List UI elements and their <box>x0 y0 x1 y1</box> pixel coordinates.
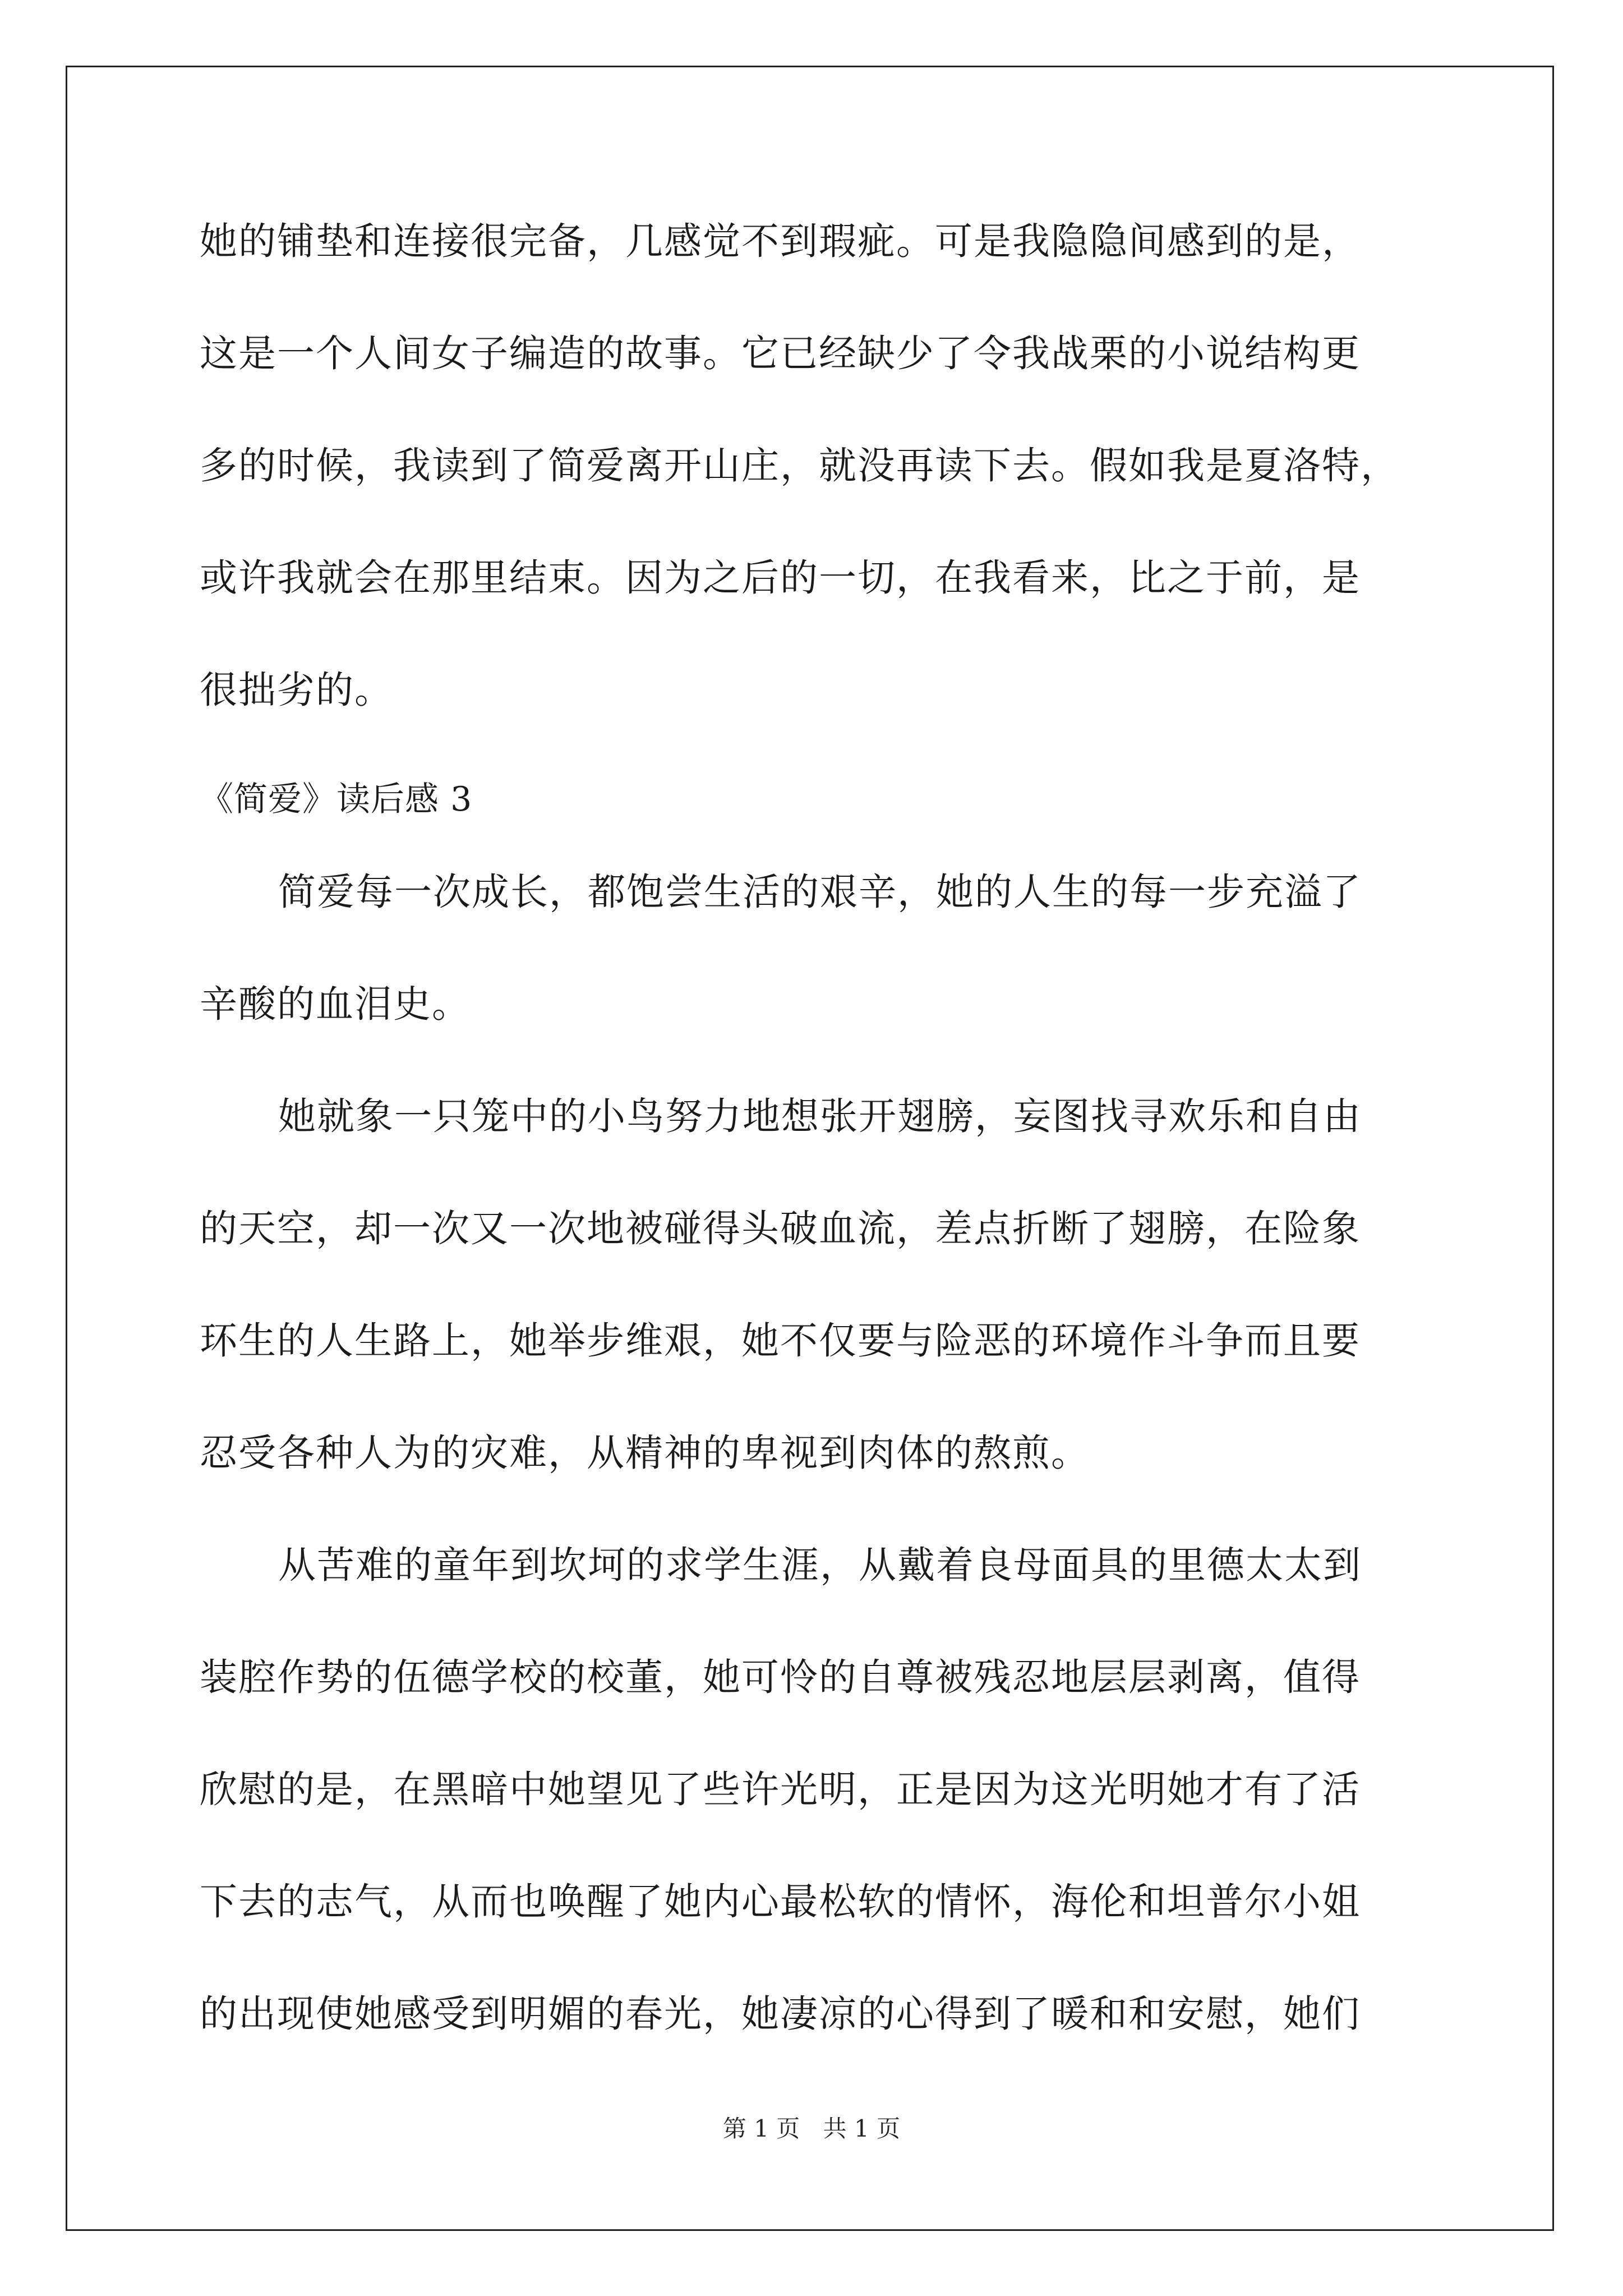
text-line: 的出现使她感受到明媚的春光，她凄凉的心得到了暖和和安慰，她们 <box>200 1992 1361 2036</box>
text-line: 欣慰的是，在黑暗中她望见了些许光明，正是因为这光明她才有了活 <box>200 1768 1361 1811</box>
text-line: 环生的人生路上，她举步维艰，她不仅要与险恶的环境作斗争而且要 <box>200 1319 1361 1363</box>
text-line: 多的时候，我读到了简爱离开山庄，就没再读下去。假如我是夏洛特， <box>200 444 1399 487</box>
text-line: 她的铺垫和连接很完备，几感觉不到瑕疵。可是我隐隐间感到的是， <box>200 219 1361 263</box>
paragraph <box>200 213 1461 718</box>
text-line: 装腔作势的伍德学校的校董，她可怜的自尊被残忍地层层剥离，值得 <box>200 1655 1361 1699</box>
page-total: 共 1 页 <box>823 2115 901 2142</box>
page-number: 第 1 页 <box>722 2115 800 2142</box>
text-line: 或许我就会在那里结束。因为之后的一切，在我看来，比之于前，是 <box>200 556 1361 600</box>
text-line: 的天空，却一次又一次地被碰得头破血流，差点折断了翅膀，在险象 <box>200 1207 1361 1250</box>
text-line: 辛酸的血泪史。 <box>200 982 471 1026</box>
text-line: 简爱每一次成长，都饱尝生活的艰辛，她的人生的每一步充溢了 <box>278 870 1362 914</box>
text-line: 这是一个人间女子编造的故事。它已经缺少了令我战栗的小说结构更 <box>200 332 1361 375</box>
text-line: 很拙劣的。 <box>200 668 393 712</box>
text-line: 忍受各种人为的灾难，从精神的卑视到肉体的熬煎。 <box>200 1431 1090 1475</box>
paragraph <box>200 1537 1461 2042</box>
text-line: 下去的志气，从而也唤醒了她内心最松软的情怀，海伦和坦普尔小姐 <box>200 1880 1361 1924</box>
text-line: 她就象一只笼中的小鸟努力地想张开翅膀，妄图找寻欢乐和自由 <box>278 1094 1362 1138</box>
paragraph <box>200 864 1461 1032</box>
text-line: 从苦难的童年到坎坷的求学生涯，从戴着良母面具的里德太太到 <box>278 1543 1362 1587</box>
page-footer <box>0 2112 1623 2146</box>
paragraph <box>200 1088 1461 1481</box>
section-heading: 《简爱》读后感 3 <box>200 780 473 819</box>
document-body <box>200 213 1461 2042</box>
